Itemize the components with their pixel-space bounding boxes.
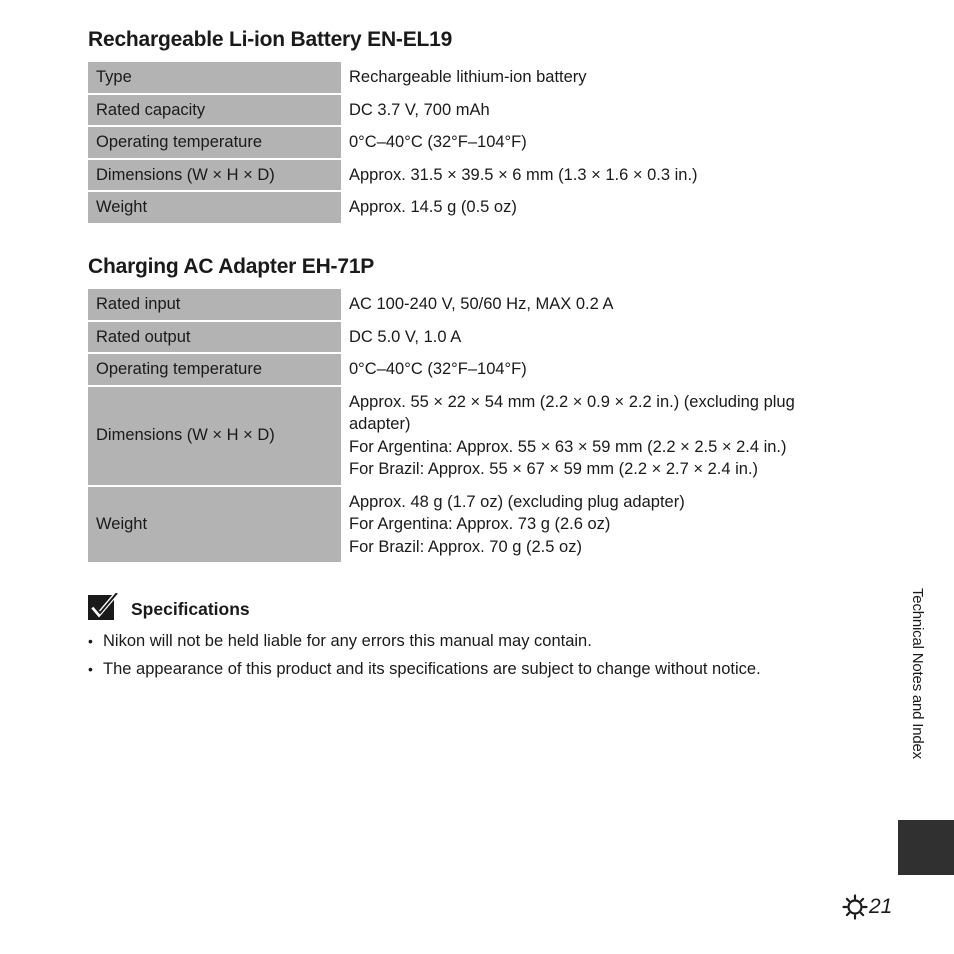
spec-value-line: Approx. 55 × 22 × 54 mm (2.2 × 0.9 × 2.2 in.) (excluding plug adapter)	[349, 392, 795, 433]
table-row	[88, 160, 814, 191]
spec-label-cell: Rated input	[88, 289, 341, 320]
battery-section-title: Rechargeable Li-ion Battery EN-EL19	[88, 28, 453, 51]
table-row	[88, 62, 814, 93]
spec-value-line: For Argentina: Approx. 73 g (2.6 oz)	[349, 515, 611, 533]
spec-value-cell	[341, 192, 814, 223]
spec-value-line: 0°C–40°C (32°F–104°F)	[349, 133, 527, 151]
spec-label-cell: Operating temperature	[88, 127, 341, 158]
bullet-dot-icon: •	[88, 661, 93, 677]
spec-label-cell: Weight	[88, 192, 341, 223]
spec-value-line: AC 100-240 V, 50/60 Hz, MAX 0.2 A	[349, 295, 614, 313]
spec-value-cell	[341, 354, 814, 385]
page-number	[842, 893, 892, 921]
spec-value-cell	[341, 127, 814, 158]
spec-label-cell: Dimensions (W × H × D)	[88, 160, 341, 191]
table-row	[88, 354, 814, 385]
spec-label-cell: Weight	[88, 487, 341, 563]
spec-value-line: Rechargeable lithium-ion battery	[349, 68, 587, 86]
technical-notes-sun-icon	[842, 894, 868, 920]
spec-label-cell: Rated output	[88, 322, 341, 353]
adapter-section-title: Charging AC Adapter EH-71P	[88, 255, 375, 278]
spec-value-cell	[341, 289, 814, 320]
spec-value-cell	[341, 95, 814, 126]
spec-value-line: Approx. 31.5 × 39.5 × 6 mm (1.3 × 1.6 × 0.3 in.)	[349, 165, 698, 184]
spec-value-cell	[341, 487, 814, 563]
spec-value-cell	[341, 322, 814, 353]
note-title: Specifications	[131, 599, 250, 619]
specifications-bullet-list	[88, 627, 848, 683]
spec-value-line: For Argentina: Approx. 55 × 63 × 59 mm (2.2 × 2.5 × 2.4 in.)	[349, 437, 787, 456]
table-row	[88, 322, 814, 353]
spec-label-cell: Operating temperature	[88, 354, 341, 385]
list-item	[88, 655, 848, 683]
spec-value-line: 0°C–40°C (32°F–104°F)	[349, 360, 527, 378]
adapter-spec-table	[88, 287, 814, 564]
page-number-text: 21	[869, 895, 893, 918]
table-row	[88, 192, 814, 223]
section-tab-marker	[898, 820, 954, 875]
table-row	[88, 289, 814, 320]
spec-value-line: DC 5.0 V, 1.0 A	[349, 327, 462, 346]
checkmark-box-icon	[88, 593, 118, 621]
spec-label-cell: Rated capacity	[88, 95, 341, 126]
table-row	[88, 487, 814, 563]
table-row	[88, 387, 814, 485]
list-item	[88, 627, 848, 655]
table-row	[88, 127, 814, 158]
bullet-text: The appearance of this product and its specifications are subject to change without notice.	[103, 660, 761, 678]
spec-value-line: Approx. 14.5 g (0.5 oz)	[349, 198, 517, 216]
battery-spec-table	[88, 60, 814, 225]
table-row	[88, 95, 814, 126]
spec-label-cell: Dimensions (W × H × D)	[88, 387, 341, 485]
section-side-label: Technical Notes and Index	[909, 588, 926, 759]
spec-value-line: For Brazil: Approx. 70 g (2.5 oz)	[349, 537, 582, 556]
spec-label-cell: Type	[88, 62, 341, 93]
spec-value-cell	[341, 387, 814, 485]
bullet-dot-icon: •	[88, 633, 93, 649]
spec-value-line: Approx. 48 g (1.7 oz) (excluding plug adapter)	[349, 492, 685, 511]
spec-value-cell	[341, 62, 814, 93]
spec-value-line: For Brazil: Approx. 55 × 67 × 59 mm (2.2 × 2.7 × 2.4 in.)	[349, 460, 759, 478]
spec-value-line: DC 3.7 V, 700 mAh	[349, 100, 490, 119]
bullet-text: Nikon will not be held liable for any errors this manual may contain.	[103, 632, 592, 650]
spec-value-cell	[341, 160, 814, 191]
